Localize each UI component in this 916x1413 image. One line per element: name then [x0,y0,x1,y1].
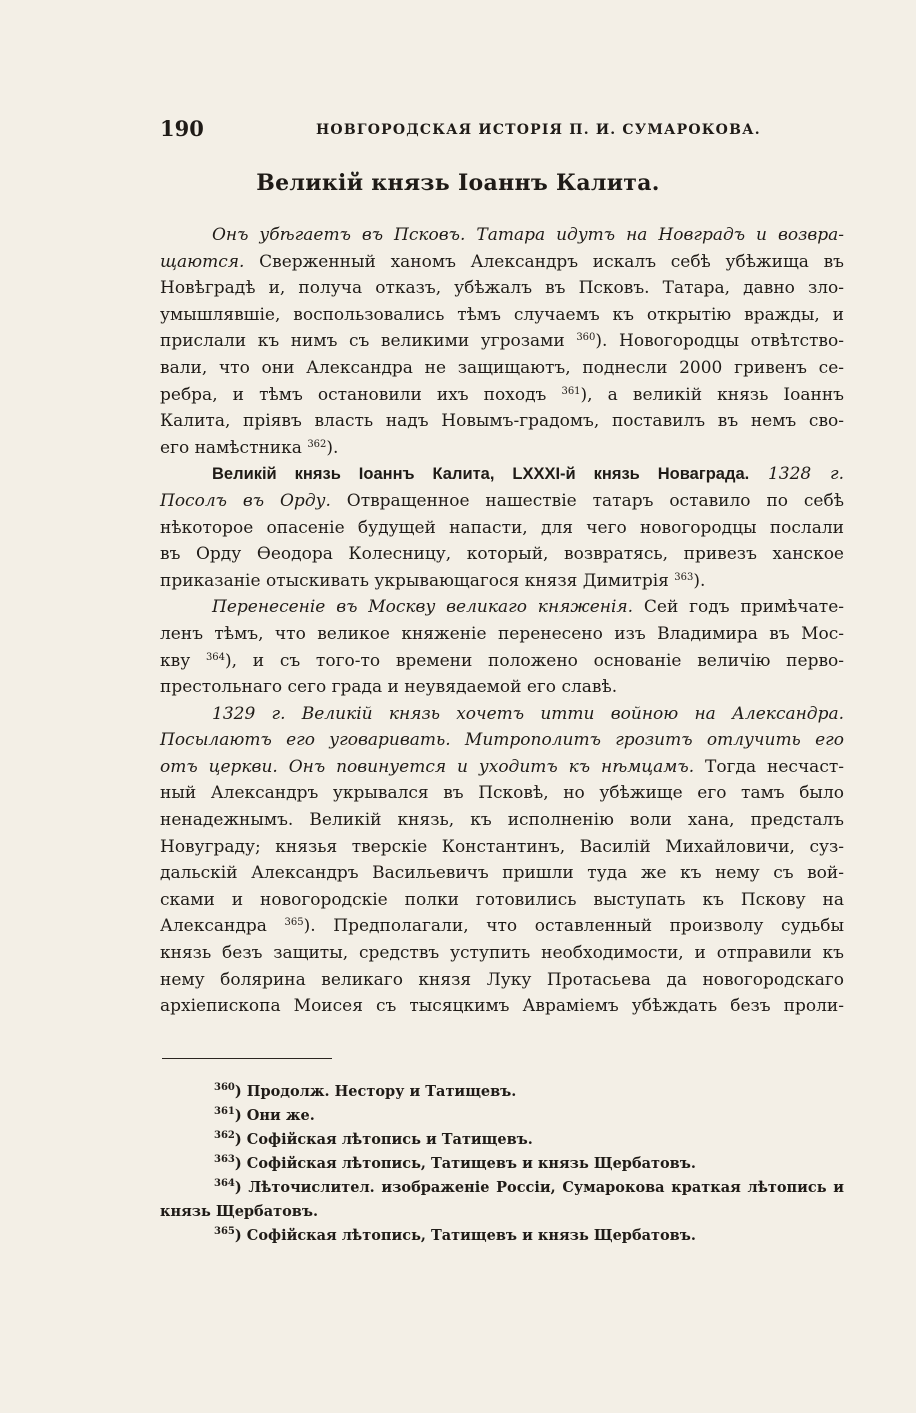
text-line: сками и новогородскіе полки готовились выступать къ Пскову на [160,889,844,910]
text-run: ). [693,570,706,591]
text-line: нѣкоторое опасеніе будущей напасти, для чего новогородцы послали [160,517,844,538]
chapter-title: Великій князь Іоаннъ Калита. [256,170,660,196]
footnote [160,1080,844,1104]
footnote [160,1176,844,1200]
text-run: Сей годъ примѣчате- [633,597,844,618]
text-run: ребра, и тѣмъ остановили ихъ походъ [160,384,547,405]
text-line: дальскій Александръ Васильевичъ пришли туда же къ нему съ вой- [160,863,844,884]
text-line [160,648,844,675]
text-line [160,435,844,462]
footnote [160,1152,844,1176]
text-run: Александра [160,916,267,937]
footnote-text: ) Они же. [234,1107,315,1124]
running-title: НОВГОРОДСКАЯ ИСТОРІЯ П. И. СУМАРОКОВА. [316,122,761,138]
footnote-text: ) Софійская лѣтопись, Татищевъ и князь Щербатовъ. [234,1227,696,1244]
text-run: его намѣстника [160,437,302,458]
section-heading: Великій князь Іоаннъ Калита, LXXXI-й князь Новаграда. [212,465,750,484]
text-line: Посылаютъ его уговаривать. Митрополитъ грозитъ отлучить его [160,730,844,751]
text-line: вали, что они Александра не защищаютъ, поднесли 2000 гривенъ се- [160,357,844,378]
running-head [160,116,760,146]
text-run: кву [160,650,191,671]
subheading-italic: Посолъ въ Орду. [160,490,331,511]
subheading-italic: отъ церкви. Онъ повинуется и уходитъ къ нѣмцамъ. [160,756,695,777]
text-line: Новѣградѣ и, получа отказъ, убѣжалъ въ Псковъ. Татара, давно зло- [160,278,844,299]
text-run: ), а великій князь Іоаннъ [580,384,844,405]
footnote-text: ) Продолж. Нестору и Татищевъ. [234,1083,517,1100]
year-label: 1328 г. [749,464,844,485]
subheading-italic: щаются. [160,251,245,272]
body-text [160,222,844,1020]
text-line: въ Орду Ѳеодора Колесницу, который, возвратясь, привезъ ханское [160,544,844,565]
text-line [160,754,844,781]
text-run: ), и съ того-то времени положено основаніе величію перво- [225,650,844,671]
text-line [160,382,844,409]
text-run: Тогда несчаст- [694,756,844,777]
paragraph-4 [160,701,844,1020]
text-run: Сверженный ханомъ Александръ искалъ себѣ убѣжища въ [244,251,844,272]
text-line: Калита, пріявъ власть надъ Новымъ-градомъ, поставилъ въ немъ сво- [160,411,844,432]
text-line: ленъ тѣмъ, что великое княженіе перенесено изъ Владимира въ Мос- [160,623,844,644]
text-run: Отвращенное нашествіе татаръ оставило по себѣ [330,490,844,511]
footnote-number: 361 [214,1106,235,1117]
text-line: Онъ убѣгаетъ въ Псковъ. Татара идутъ на Новградъ и возвра- [212,225,844,245]
text-line [160,249,844,276]
text-line: Новуграду; князья тверскіе Константинъ, Василій Михайловичи, суз- [160,836,844,857]
footnote-ref: 361 [561,385,581,397]
text-run: ). Предполагали, что оставленный произволу судьбы [303,916,844,937]
footnote-number: 360 [214,1082,235,1093]
footnote-ref: 364 [205,651,226,663]
text-run: ). [326,437,339,458]
text-run: приказаніе отыскивать укрывающагося князя Димитрія [160,570,669,591]
footnote-text: ) Лѣточислител. изображеніе Россіи, Сумарокова краткая лѣтопись и [234,1179,844,1196]
footnote-text: ) Софійская лѣтопись и Татищевъ. [234,1131,533,1148]
text-line: ненадежнымъ. Великій князь, къ исполненію воли хана, предсталъ [160,810,844,831]
footnote-text: ) Софійская лѣтопись, Татищевъ и князь Щербатовъ. [234,1155,696,1172]
footnote-continuation: князь Щербатовъ. [160,1203,319,1220]
footnote [160,1128,844,1152]
footnote [160,1104,844,1128]
paragraph-2 [160,461,844,594]
text-line: князь безъ защиты, средствъ уступить необходимости, и отправили къ [160,943,844,964]
footnote-ref: 363 [674,571,694,583]
footnote-ref: 360 [576,332,596,344]
footnote-number: 364 [214,1178,235,1189]
text-line [160,913,844,940]
text-line [160,488,844,515]
text-line [160,568,844,595]
text-line [160,594,844,621]
paragraph-3 [160,594,844,700]
footnote-number: 362 [214,1130,235,1141]
text-line [160,461,844,488]
footnote-number: 365 [214,1226,235,1237]
subheading-italic: Перенесеніе въ Москву великаго княженія. [212,597,634,618]
footnote-number: 363 [214,1154,235,1165]
text-line: архіепископа Моисея съ тысяцкимъ Авраміемъ убѣждать безъ проли- [160,996,844,1017]
page-number: 190 [160,116,204,141]
text-run: ). Новогородцы отвѣтство- [595,331,844,352]
text-line: нему болярина великаго князя Луку Протасьева да новогородскаго [160,969,844,990]
paragraph-1 [160,222,844,461]
text-line: ный Александръ укрывался въ Псковѣ, но убѣжище его тамъ было [160,783,844,804]
footnotes [160,1080,844,1248]
footnote-rule [162,1058,332,1059]
footnote-ref: 365 [284,917,304,929]
text-line: престольнаго сего града и неувядаемой его славѣ. [160,677,618,698]
footnote [160,1224,844,1248]
text-line [160,328,844,355]
text-line: 1329 г. Великій князь хочетъ итти войною на Александра. [212,703,844,724]
text-run: прислали къ нимъ съ великими угрозами [160,331,565,352]
text-line: умышлявшіе, воспользовались тѣмъ случаемъ къ открытію вражды, и [160,304,844,325]
footnote-ref: 362 [307,438,327,450]
